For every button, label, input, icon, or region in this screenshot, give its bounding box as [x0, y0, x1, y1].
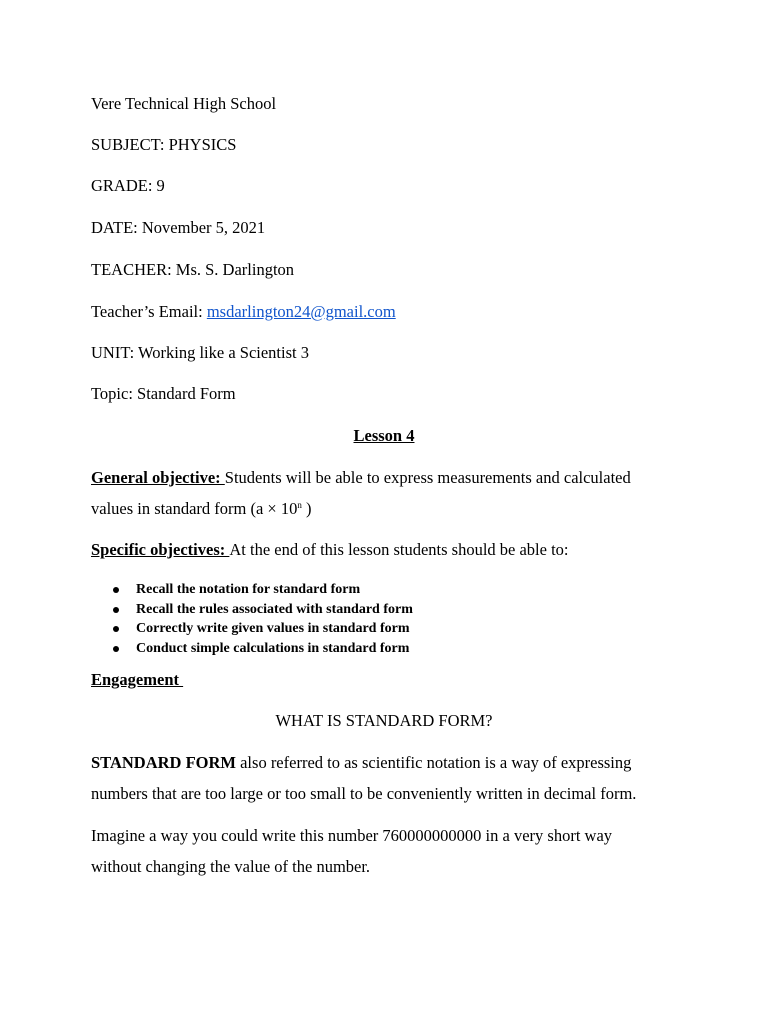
general-objective-formula-pre: values in standard form (a × 10 — [91, 499, 298, 518]
topic-line: Topic: Standard Form — [91, 384, 236, 403]
teacher-line: TEACHER: Ms. S. Darlington — [91, 260, 295, 279]
unit-line: UNIT: Working like a Scientist 3 — [91, 343, 309, 362]
bullet-icon — [113, 607, 119, 613]
list-item — [91, 580, 413, 600]
list-item — [91, 619, 413, 639]
bullet-icon — [113, 646, 119, 652]
definition-text: also referred to as scientific notation is a way of expressing — [235, 753, 632, 772]
definition-line1 — [91, 753, 631, 773]
prompt-line2: without changing the value of the number. — [91, 857, 371, 876]
objectives-list — [91, 580, 413, 658]
objective-item-text: Recall the rules associated with standard form — [136, 601, 413, 617]
lesson-title — [91, 426, 677, 446]
general-objective-label: General objective: — [91, 468, 225, 487]
specific-objectives-label: Specific objectives: — [91, 540, 230, 559]
specific-objectives-text: At the end of this lesson students should be able to: — [229, 540, 569, 559]
objective-item-text: Recall the notation for standard form — [136, 582, 361, 597]
engagement-heading-text: Engagement — [91, 670, 184, 689]
formula-exponent: n — [297, 500, 302, 510]
prompt-line1: Imagine a way you could write this number 760000000000 in a very short way — [91, 826, 613, 845]
list-item — [91, 639, 413, 659]
definition-line2: numbers that are too large or too small to be conveniently written in decimal form. — [91, 784, 637, 803]
list-item — [91, 600, 413, 620]
school-name: Vere Technical High School — [91, 94, 277, 113]
engagement-heading — [91, 670, 183, 690]
email-label: Teacher’s Email: — [91, 302, 207, 321]
objective-item-text: Conduct simple calculations in standard form — [136, 640, 410, 656]
bullet-icon — [113, 626, 119, 632]
lesson-title-text: Lesson 4 — [353, 426, 415, 445]
standard-form-question: WHAT IS STANDARD FORM? — [275, 711, 493, 730]
general-objective-text: Students will be able to express measurements and calculated — [224, 468, 631, 487]
email-link[interactable]: msdarlington24@gmail.com — [206, 302, 396, 321]
general-objective-line1 — [91, 468, 631, 488]
specific-objectives-line — [91, 540, 569, 560]
subject-line: SUBJECT: PHYSICS — [91, 135, 237, 154]
grade-line: GRADE: 9 — [91, 176, 165, 195]
bullet-icon — [113, 587, 119, 593]
general-objective-line2 — [91, 499, 311, 519]
general-objective-formula-post: ) — [301, 499, 312, 518]
definition-term: STANDARD FORM — [91, 753, 236, 772]
teacher-email-line — [91, 302, 396, 322]
objective-item-text: Correctly write given values in standard form — [136, 621, 410, 636]
date-line: DATE: November 5, 2021 — [91, 218, 266, 237]
